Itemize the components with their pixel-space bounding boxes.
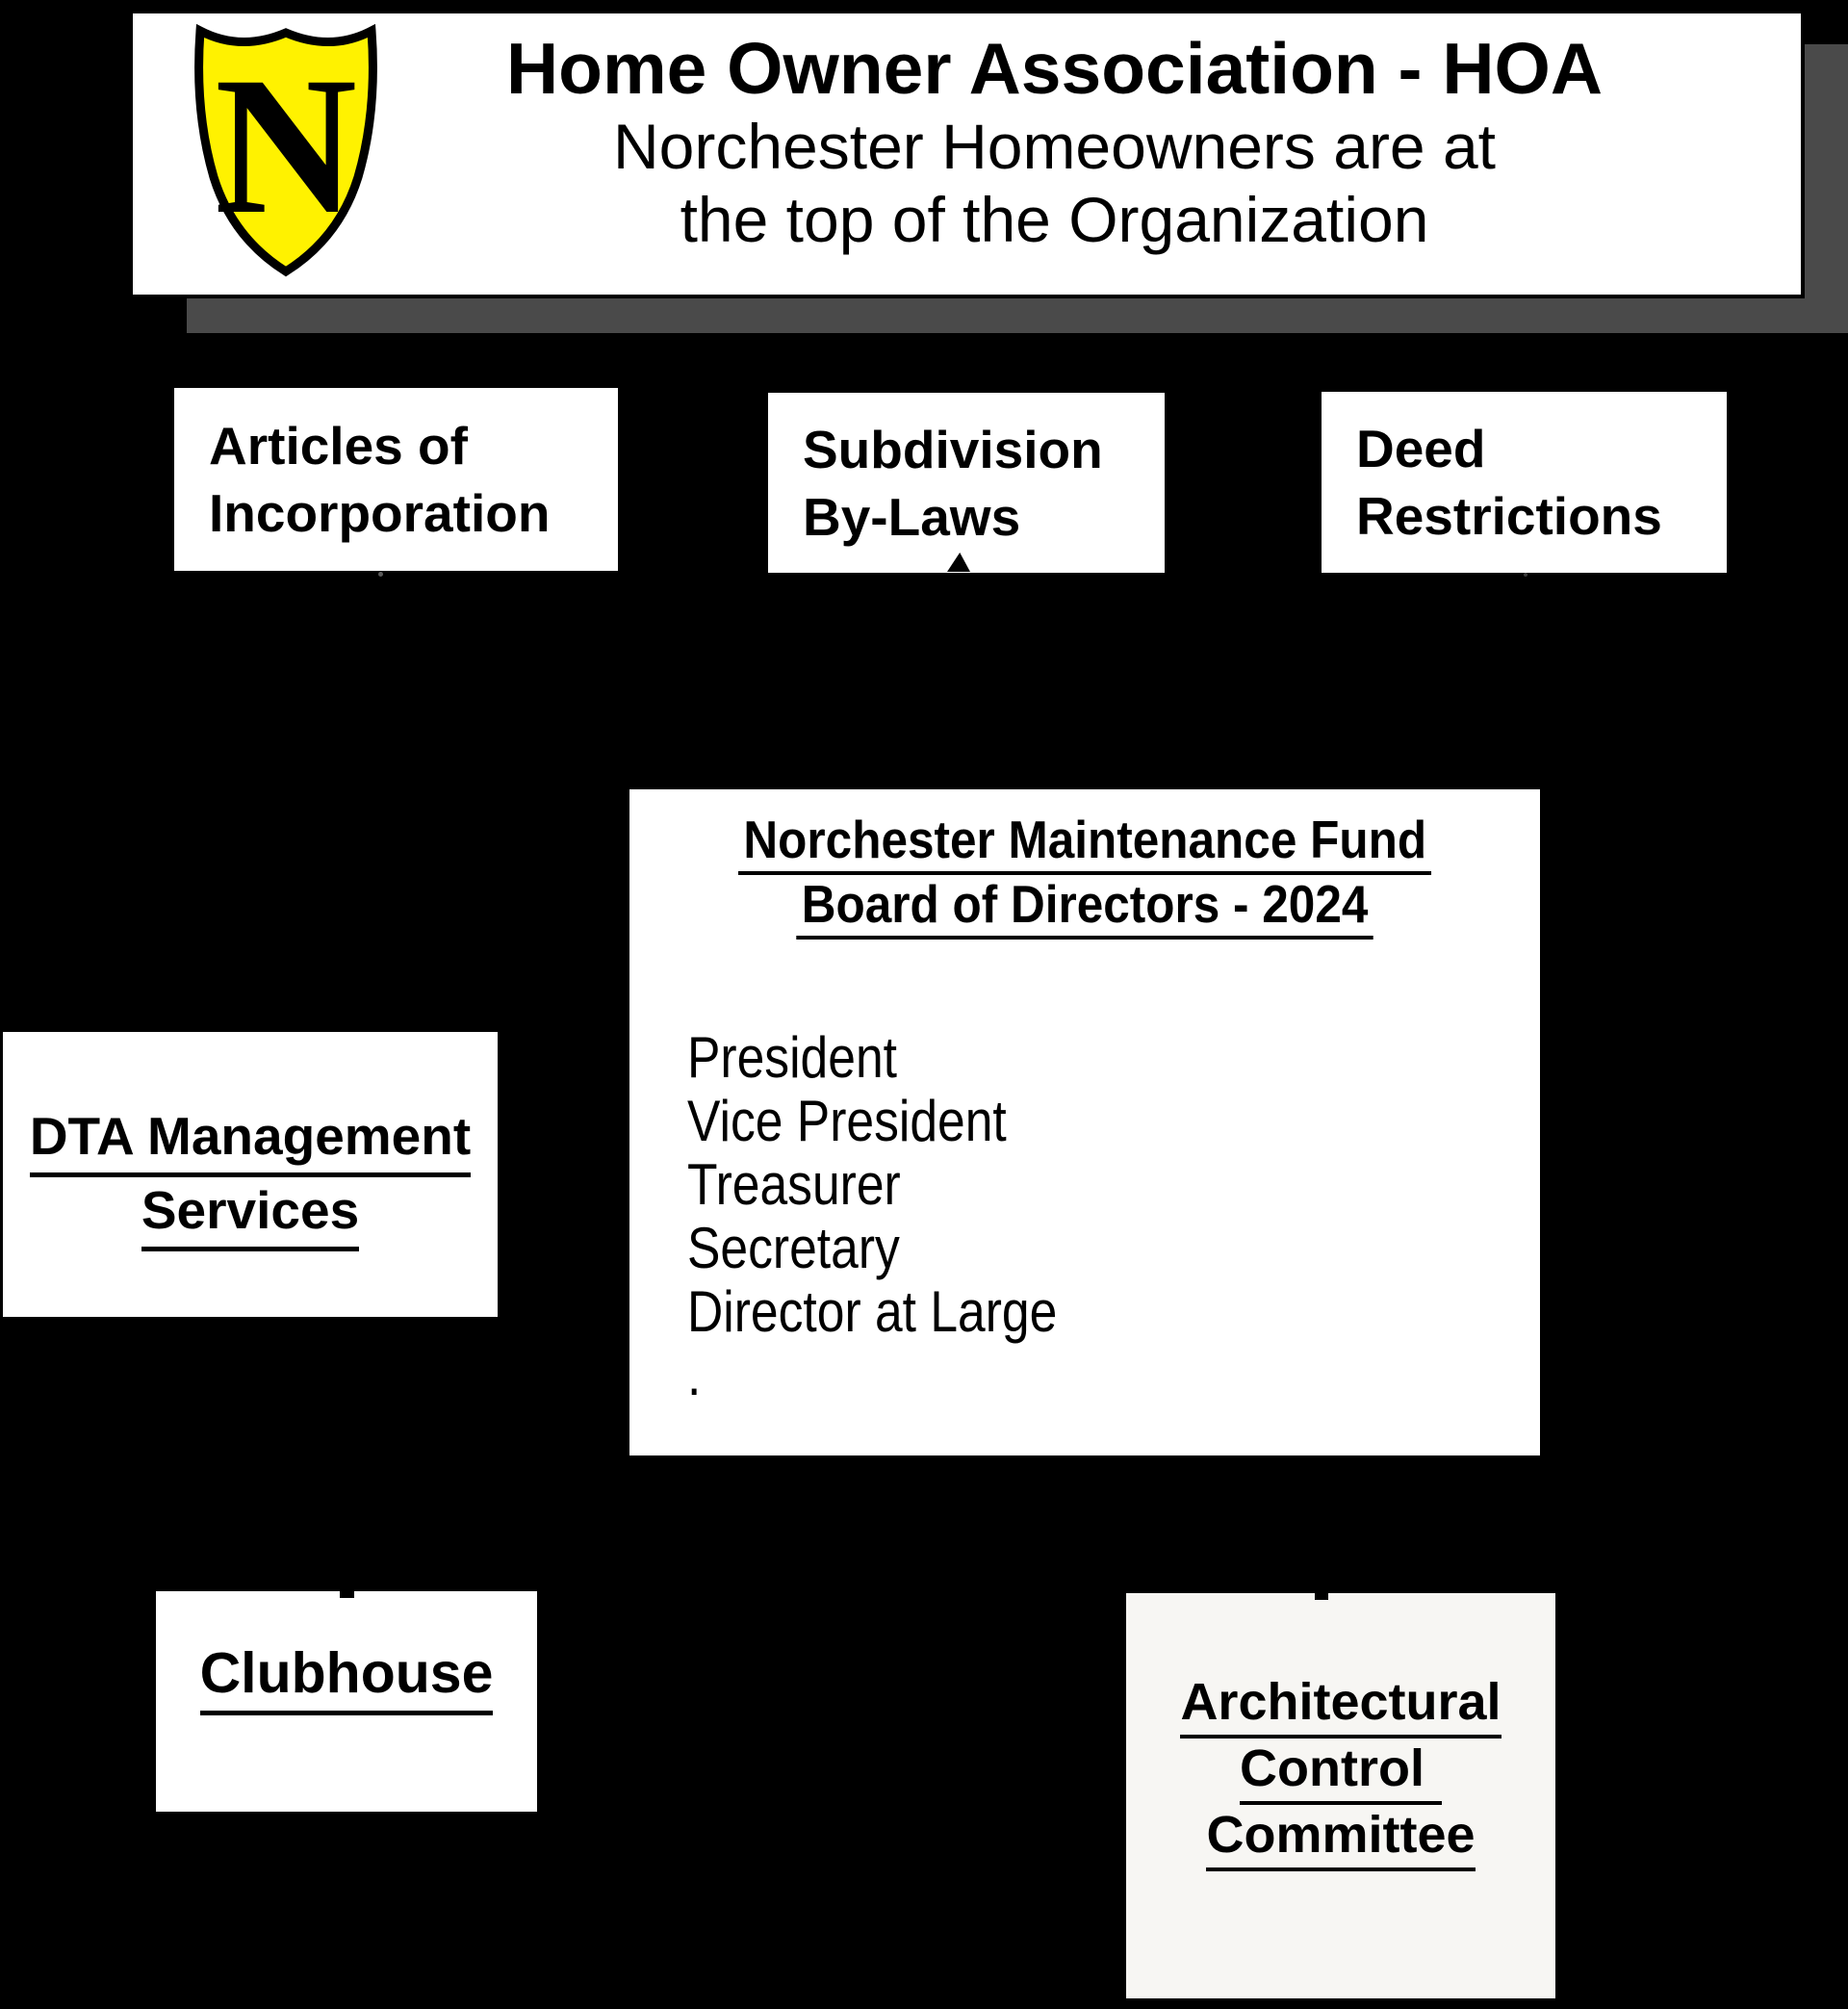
subdivision-bylaws-box — [768, 393, 1165, 573]
bylaws-line1: Subdivision — [803, 419, 1103, 479]
dta-management-services-box — [3, 1032, 498, 1317]
board-title-line1: Norchester Maintenance Fund — [629, 811, 1540, 875]
dta-line2: Services — [3, 1177, 498, 1251]
deed-restrictions-box — [1322, 392, 1727, 573]
header-text — [316, 27, 1793, 256]
board-role-president: President — [687, 1025, 897, 1090]
dta-line1: DTA Management — [3, 1103, 498, 1177]
bylaws-line2: By-Laws — [803, 486, 1021, 547]
board-role-director-at-large: Director at Large — [687, 1279, 1058, 1344]
board-role-secretary: Secretary — [687, 1216, 900, 1280]
acc-line2: Control — [1126, 1739, 1555, 1805]
connector-remnant-dot-below-articles — [378, 572, 383, 577]
articles-line2: Incorporation — [209, 483, 551, 543]
deed-line2: Restrictions — [1356, 486, 1662, 546]
connector-remnant-dot-below-deed — [1524, 573, 1527, 577]
shield-letter: N — [214, 37, 358, 255]
header-subtitle-line1: Norchester Homeowners are at — [612, 111, 1497, 182]
board-role-vice-president: Vice President — [687, 1089, 1007, 1153]
header-subtitle-line2: the top of the Organization — [680, 184, 1429, 255]
header-box — [129, 10, 1805, 298]
board-title-line2: Board of Directors - 2024 — [629, 875, 1540, 940]
page-title: Home Owner Association - HOA — [505, 28, 1604, 109]
connector-arrowhead-remnant-acc — [1315, 1593, 1328, 1600]
clubhouse-box — [156, 1591, 537, 1812]
acc-line1: Architectural — [1126, 1672, 1555, 1739]
board-role-treasurer: Treasurer — [687, 1152, 901, 1217]
articles-of-incorporation-box — [174, 388, 618, 571]
clubhouse-label: Clubhouse — [156, 1639, 537, 1715]
articles-line1: Articles of — [209, 416, 468, 476]
acc-line3: Committee — [1126, 1805, 1555, 1871]
board-roles-list — [629, 1026, 1540, 1407]
connector-arrowhead-remnant-clubhouse — [340, 1591, 354, 1598]
board-trailing-period: . — [687, 1343, 702, 1407]
board-of-directors-box — [629, 789, 1540, 1455]
deed-line1: Deed — [1356, 419, 1486, 478]
architectural-control-committee-box — [1126, 1593, 1555, 1998]
